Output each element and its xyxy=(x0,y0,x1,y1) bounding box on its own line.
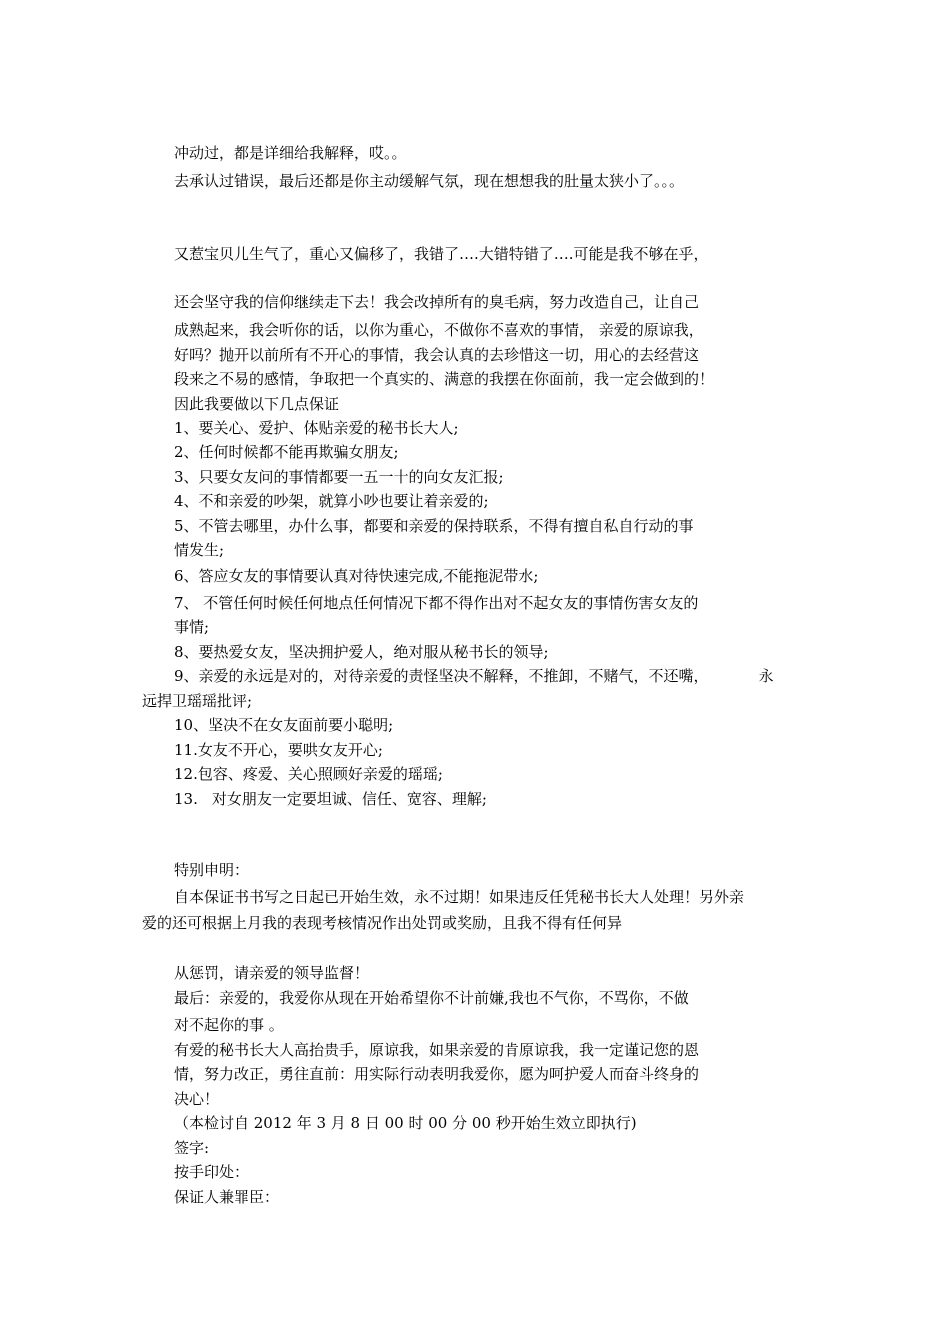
list-item: 5、不管去哪里，办什么事，都要和亲爱的保持联系，不得有擅自私自行动的事 xyxy=(174,517,694,535)
list-item: 6、答应女友的事情要认真对待快速完成,不能拖泥带水; xyxy=(174,567,539,585)
paragraph-line: 又惹宝贝儿生气了，重心又偏移了，我错了….大错特错了….可能是我不够在乎， xyxy=(174,245,709,263)
list-item: 11.女友不开心，要哄女友开心; xyxy=(174,741,383,759)
list-item-text: 9、亲爱的永远是对的，对待亲爱的责怪坚决不解释，不推卸，不赌气，不还嘴， xyxy=(174,667,709,685)
list-item-text: 对女朋友一定要坦诚、信任、宽容、理解; xyxy=(211,790,487,808)
list-item: 3、只要女友问的事情都要一五一十的向女友汇报; xyxy=(174,468,504,486)
paragraph-line: 决心！ xyxy=(174,1090,220,1108)
guarantor-label: 保证人兼罪臣： xyxy=(174,1188,280,1206)
section-heading: 特别申明： xyxy=(174,861,250,879)
paragraph-line: 成熟起来，我会听你的话，以你为重心，不做你不喜欢的事情， 亲爱的原谅我， xyxy=(174,321,704,339)
list-item: 4、不和亲爱的吵架，就算小吵也要让着亲爱的; xyxy=(174,492,489,510)
list-item-text: 永 xyxy=(758,667,774,685)
paragraph-line: 自本保证书书写之日起已开始生效，永不过期！如果违反任凭秘书长大人处理！另外亲 xyxy=(174,888,745,906)
paragraph-line: 还会坚守我的信仰继续走下去！我会改掉所有的臭毛病，努力改造自己，让自己 xyxy=(174,293,700,311)
list-item: 7、 不管任何时候任何地点任何情况下都不得作出对不起女友的事情伤害女友的 xyxy=(174,594,699,612)
signature-label: 签字: xyxy=(174,1139,210,1157)
list-item: 远捍卫瑶瑶批评; xyxy=(142,692,253,710)
list-item: 12.包容、疼爱、关心照顾好亲爱的瑶瑶; xyxy=(174,765,443,783)
list-item-number: 13. xyxy=(174,790,198,808)
paragraph-line: 爱的还可根据上月我的表现考核情况作出处罚或奖励，且我不得有任何异 xyxy=(142,914,623,932)
list-item: 8、要热爱女友，坚决拥护爱人，绝对服从秘书长的领导; xyxy=(174,643,549,661)
text-line: 冲动过，都是详细给我解释，哎。。 xyxy=(174,144,407,162)
list-item xyxy=(174,666,774,686)
paragraph-line: 对不起你的事 。 xyxy=(174,1016,284,1034)
text-line: 去承认过错误，最后还都是你主动缓解气氛，现在想想我的肚量太狭小了。。。 xyxy=(174,172,685,190)
paragraph-line: 好吗？抛开以前所有不开心的事情，我会认真的去珍惜这一切，用心的去经营这 xyxy=(174,346,700,364)
paragraph-line: 最后：亲爱的，我爱你从现在开始希望你不计前嫌,我也不气你，不骂你，不做 xyxy=(174,989,689,1007)
paragraph-line: 段来之不易的感情，争取把一个真实的、满意的我摆在你面前，我一定会做到的！ xyxy=(174,370,715,388)
paragraph-line: 因此我要做以下几点保证 xyxy=(174,395,340,413)
effective-date-note: （本检讨自 2012 年 3 月 8 日 00 时 00 分 00 秒开始生效立即执行) xyxy=(174,1114,637,1132)
list-item: 1、要关心、爱护、体贴亲爱的秘书长大人; xyxy=(174,419,459,437)
paragraph-line: 从惩罚，请亲爱的领导监督！ xyxy=(174,964,370,982)
list-item: 事情; xyxy=(174,618,210,636)
list-item: 10、坚决不在女友面前要小聪明; xyxy=(174,716,394,734)
list-item xyxy=(174,789,487,809)
paragraph-line: 有爱的秘书长大人高抬贵手，原谅我，如果亲爱的肯原谅我，我一定谨记您的恩 xyxy=(174,1041,700,1059)
fingerprint-label: 按手印处： xyxy=(174,1163,250,1181)
paragraph-line: 情，努力改正，勇往直前：用实际行动表明我爱你，愿为呵护爱人而奋斗终身的 xyxy=(174,1065,700,1083)
list-item: 情发生; xyxy=(174,541,225,559)
list-item: 2、任何时候都不能再欺骗女朋友; xyxy=(174,443,399,461)
